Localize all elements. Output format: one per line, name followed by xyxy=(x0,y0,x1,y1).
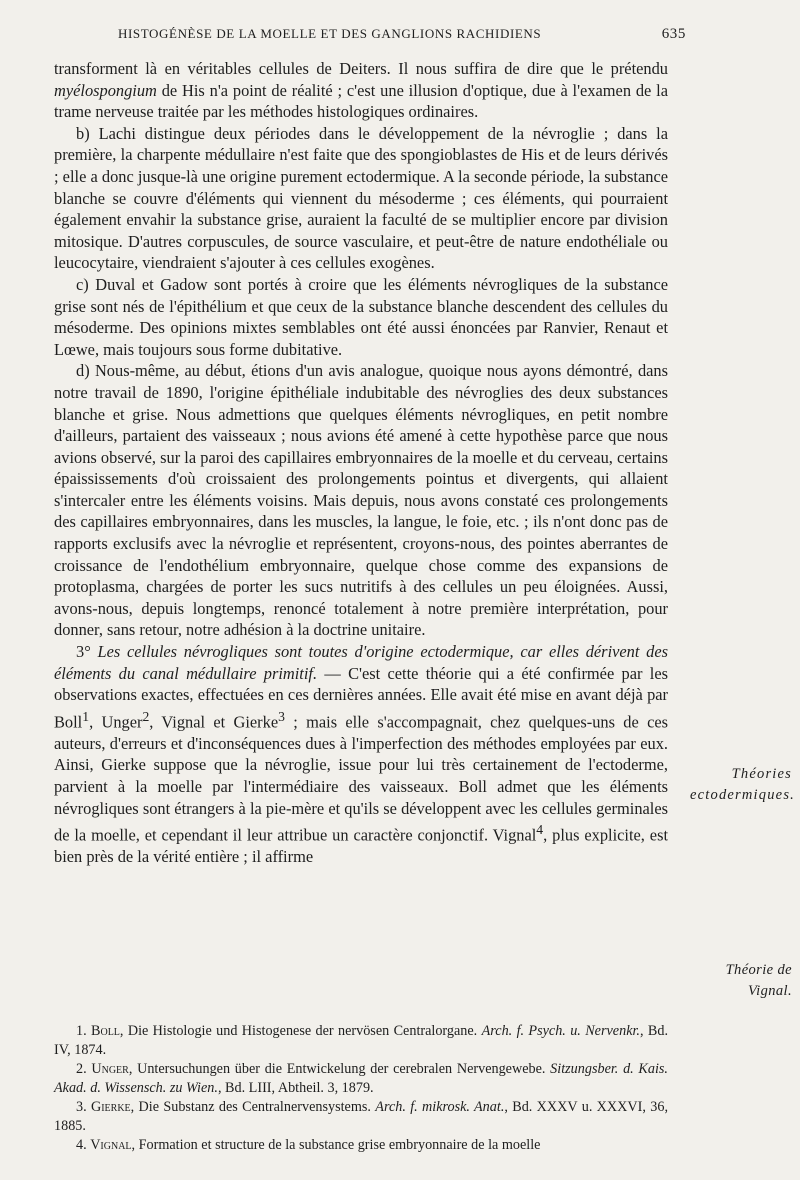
footnote-4: 4. Vignal, Formation et structure de la substance grise embryonnaire de la moelle xyxy=(76,1137,541,1153)
footnote-1: 1. Boll, Die Histologie und Histogenese der nervösen Centralorgane. Arch. f. Psych. u. Nervenkr., Bd. IV, 1874. xyxy=(54,1023,669,1058)
page-number: 635 xyxy=(661,26,686,42)
paragraph-duval-gadow: c) Duval et Gadow sont portés à croire que les éléments névrogliques de la substance grise sont nés de l'épithélium et que ceux de la substance blanche descendent des cellules du mésoderme. Des opinions mixtes semblables ont été aussi énoncées par Ranvier, Renaut et Lœwe, mais toujours sous forme dubitative. xyxy=(54,274,668,359)
footnote-ref-2[interactable]: 2 xyxy=(142,708,150,724)
footnote-3: 3. Gierke, Die Substanz des Centralnervensystems. Arch. f. mikrosk. Anat., Bd. XXXV u. XXXVI, 36, 1885. xyxy=(54,1099,668,1134)
margin-note-theorie-vignal: Théorie de Vignal. xyxy=(725,962,792,999)
footnote-2: 2. Unger, Untersuchungen über die Entwickelung der cerebralen Nervengewebe. Sitzungsber. d. Kais. Akad. d. Wissensch. zu Wien., Bd. LIII, Abtheil. 3, 1879. xyxy=(54,1061,668,1096)
paragraph-continuation: transforment là en véritables cellules de Deiters. Il nous suffira de dire que le prétendu myélospongium de His n'a point de réalité ; c'est une illusion d'optique, due à l'examen de la trame nerveuse traitée par les méthodes histologiques ordinaires. xyxy=(54,59,668,122)
footnote-ref-4[interactable]: 4 xyxy=(536,822,544,838)
term-myelospongium: myélospongium xyxy=(54,80,157,100)
paragraph-lachi: b) Lachi distingue deux périodes dans le développement de la névroglie ; dans la première, la charpente médullaire n'est faite que des spongioblastes de His et de leurs dérivés ; elle a donc jusque-là une origine purement ectodermique. A la seconde période, la substance blanche se couvre d'éléments qui viennent du mésoderme ; ces éléments, qui pourraient également envahir la substance grise, auraient la faculté de se multiplier encore par division mitosique. D'autres corpuscules, de source vasculaire, et peut-être de nature endothéliale ou leucocytaire, viendraient s'ajouter à ces cellules exogènes. xyxy=(54,123,668,273)
main-text xyxy=(54,58,668,868)
paragraph-nous-meme: d) Nous-même, au début, étions d'un avis analogue, quoique nous ayons démontré, dans notre travail de 1890, l'origine épithéliale indubitable des névroglies des deux substances blanche et grise. Nous admettions que quelques éléments névrogliques, en petit nombre d'ailleurs, partaient des vaisseaux ; nous avions été amené à cette hypothèse parce que nous avions observé, sur la paroi des capillaires embryonnaires de la moelle et du cerveau, certains épaississements d'où croissaient des prolongements pointus et divergents, qui allaient s'intercaler entre les éléments voisins. Mais depuis, nous avons constaté ces prolongements des capillaires embryonnaires, dans les muscles, la langue, le foie, etc. ; ils n'ont donc pas de rapports exclusifs avec la névroglie et représentent, croyons-nous, des pointes aberrantes de croissance de l'endothélium embryonnaire, quelque chose comme des expansions de protoplasma, chargées de porter les sucs nutritifs à des cellules un peu éloignées. Aussi, avons-nous, depuis longtemps, renoncé totalement à notre première interprétation, pour donner, sans retour, notre adhésion à la doctrine unitaire. xyxy=(54,361,668,640)
paragraph-theory-3: 3° Les cellules névrogliques sont toutes d'origine ectodermique, car elles dérivent des éléments du canal médullaire primitif. — C'est cette théorie qui a été confirmée par les observations exactes, effectuées en ces dernières années. Elle avait été mise en avant déjà par Boll$^1$, Unger$^2$, Vignal et Gierke$^3$ ; mais elle s'accompagnait, chez quelques-uns de ces auteurs, d'erreurs et d'inconséquences dues à l'imperfection des méthodes employées par eux. Ainsi, Gierke suppose que la névroglie, issue pour lui très certainement de l'ectoderme, parvient à la moelle par l'intermédiaire des vaisseaux. Boll admet que les éléments névrogliques sont étrangers à la pie-mère et qu'ils se développent avec les cellules germinales de la moelle, et cependant il leur attribue un caractère conjonctif. Vignal$^4$, plus explicite, est bien près de la vérité entière ; il affirme xyxy=(54,642,669,867)
footnote-ref-3[interactable]: 3 xyxy=(278,708,285,724)
section-heading-italic: Les cellules névrogliques sont toutes d'origine ectodermique, car elles dérivent des éléments du canal médullaire primitif. xyxy=(54,642,669,683)
footnotes xyxy=(54,1022,668,1155)
footnote-ref-1[interactable]: 1 xyxy=(82,708,90,724)
running-title: HISTOGÉNÈSE DE LA MOELLE ET DES GANGLIONS RACHIDIENS xyxy=(118,26,542,41)
margin-note-theories-ectodermiques: Théories ectodermiques. xyxy=(690,766,795,803)
